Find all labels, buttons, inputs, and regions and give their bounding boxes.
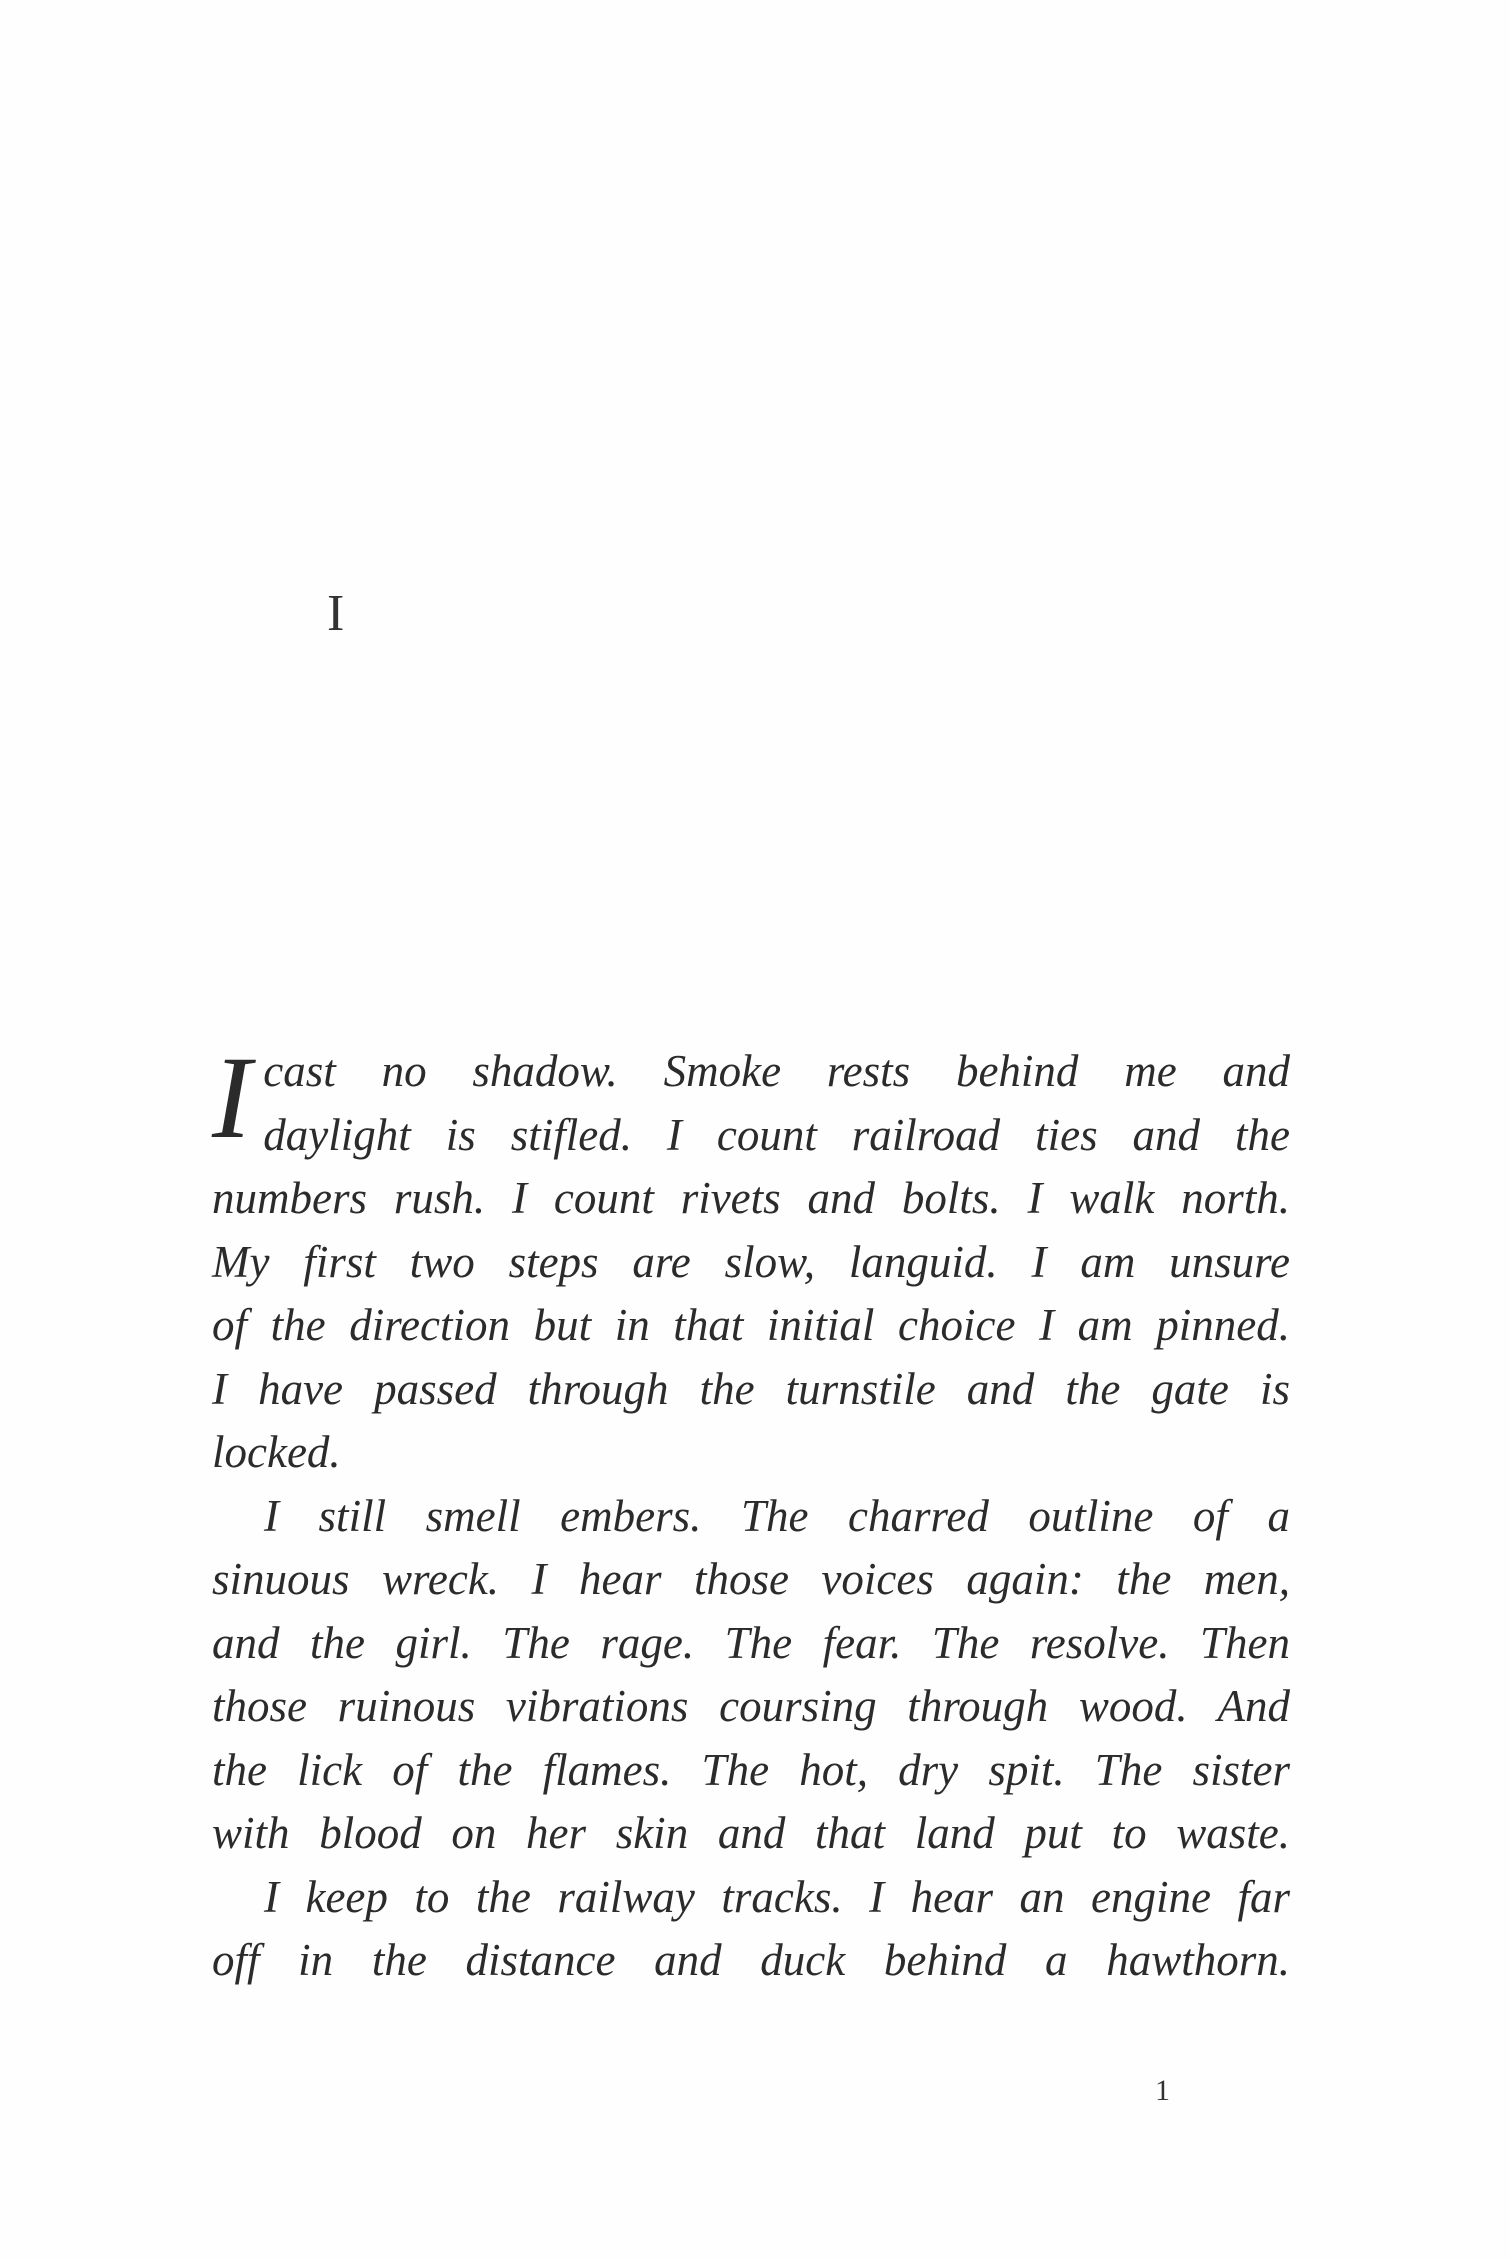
drop-cap: I bbox=[212, 1032, 252, 1163]
page-number: 1 bbox=[1155, 2074, 1171, 2107]
text-line: daylight is stifled. I count railroad ties and the bbox=[263, 1109, 1290, 1160]
text-line: locked. bbox=[212, 1427, 341, 1477]
text-line: cast no shadow. Smoke rests behind me and bbox=[263, 1046, 1290, 1096]
text-line: I still smell embers. The charred outline of a bbox=[264, 1490, 1290, 1541]
text-line: My first two steps are slow, languid. I am unsure bbox=[212, 1236, 1290, 1287]
text-line: I have passed through the turnstile and the gate is bbox=[212, 1363, 1290, 1414]
text-line: sinuous wreck. I hear those voices again: the men, bbox=[212, 1554, 1290, 1604]
text-line: of the direction but in that initial choice I am pinned. bbox=[212, 1300, 1290, 1350]
text-line: I keep to the railway tracks. I hear an engine far bbox=[264, 1871, 1290, 1922]
text-line: numbers rush. I count rivets and bolts. I walk north. bbox=[212, 1173, 1290, 1223]
text-line: the lick of the flames. The hot, dry spit. The sister bbox=[212, 1744, 1290, 1795]
chapter-number: I bbox=[327, 585, 345, 642]
text-line: and the girl. The rage. The fear. The resolve. Then bbox=[212, 1617, 1290, 1668]
text-line: those ruinous vibrations coursing through wood. And bbox=[212, 1681, 1290, 1731]
text-line: with blood on her skin and that land put to waste. bbox=[212, 1808, 1290, 1858]
text-line: off in the distance and duck behind a hawthorn. bbox=[212, 1935, 1290, 1985]
chapter-body bbox=[212, 1032, 1290, 1993]
paragraph-1 bbox=[212, 1032, 1290, 1485]
paragraph-3 bbox=[212, 1866, 1290, 1993]
paragraph-2 bbox=[212, 1485, 1290, 1866]
